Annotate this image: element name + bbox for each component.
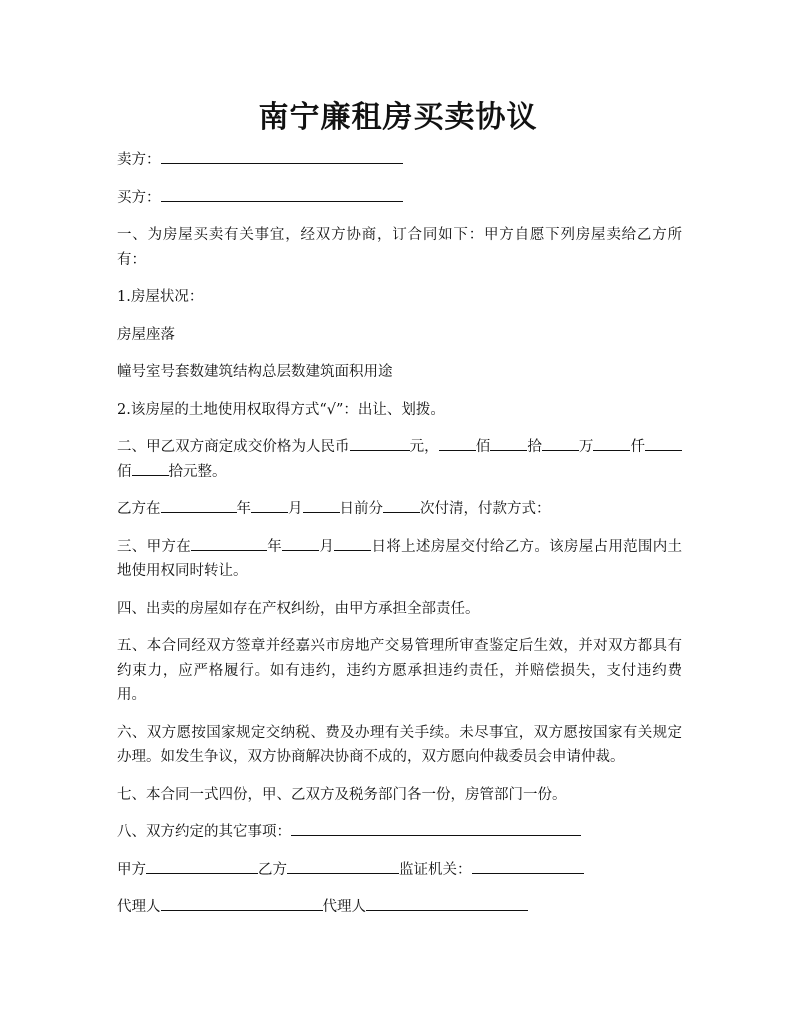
deliver-text-1: 三、甲方在: [117, 538, 191, 555]
other-blank[interactable]: [291, 823, 581, 836]
price-unit-bai-2: 佰: [117, 463, 132, 480]
agent-b-label: 代理人: [322, 899, 366, 915]
price-blank-5[interactable]: [645, 438, 682, 451]
clause-1: 一、为房屋买卖有关事宜，经双方协商，订合同如下：甲方自愿下列房屋卖给乙方所有：: [117, 227, 682, 268]
price-blank-1[interactable]: [439, 438, 476, 451]
pay-day-blank[interactable]: [303, 500, 340, 513]
pay-year-label: 年: [236, 501, 251, 517]
pay-year-blank[interactable]: [161, 500, 237, 513]
seller-line: [117, 148, 682, 173]
pay-text-1: 乙方在: [117, 501, 161, 517]
price-unit-yuan: 元，: [409, 439, 439, 455]
deliver-text-2: 日将上述房屋交付给乙方。该房屋占用范围内土地使用权同时转让。: [117, 538, 683, 579]
other-label: 八、双方约定的其它事项：: [117, 824, 291, 840]
clause-8-other: [117, 820, 682, 845]
clause-7: 七、本合同一式四份，甲、乙双方及税务部门各一份，房管部门一份。: [117, 786, 567, 803]
agent-a-blank[interactable]: [161, 898, 323, 911]
pay-month-label: 月: [288, 501, 303, 517]
clause-6: 六、双方愿按国家规定交纳税、费及办理有关手续。未尽事宜，双方愿按国家有关规定办理。如发生争议，双方协商解决协商不成的，双方愿向仲裁委员会申请仲裁。: [117, 724, 682, 765]
clause-4: 四、出卖的房屋如存在产权纠纷，由甲方承担全部责任。: [117, 600, 480, 617]
clause-5: 五、本合同经双方签章并经嘉兴市房地产交易管理所审查鉴定后生效，并对双方都具有约束力，应严格履行。如有违约，违约方愿承担违约责任，并赔偿损失，支付违约费用。: [117, 638, 682, 703]
agent-line: [117, 895, 682, 920]
agent-a-label: 代理人: [117, 899, 161, 915]
price-unit-bai: 佰: [475, 439, 491, 455]
price-unit-shi: 拾: [527, 439, 542, 455]
supervisor-label: 监证机关：: [399, 861, 472, 878]
property-details: 幢号室号套数建筑结构总层数建筑面积用途: [117, 364, 393, 380]
price-amount-blank[interactable]: [350, 438, 410, 451]
party-b-blank[interactable]: [287, 861, 399, 874]
deliver-month-label: 月: [319, 538, 335, 555]
price-unit-qian: 仟: [630, 439, 646, 455]
price-blank-4[interactable]: [593, 438, 630, 451]
signature-line: [117, 858, 682, 883]
buyer-blank[interactable]: [161, 189, 403, 202]
deliver-year-label: 年: [267, 538, 283, 555]
price-blank-3[interactable]: [542, 438, 579, 451]
document-body: [117, 148, 682, 933]
seller-blank[interactable]: [161, 151, 403, 164]
party-a-label: 甲方: [117, 861, 146, 878]
clause-3-delivery: [117, 535, 682, 584]
agent-b-blank[interactable]: [366, 898, 528, 911]
property-location: 房屋座落: [117, 326, 175, 343]
deliver-day-blank[interactable]: [334, 538, 371, 551]
price-unit-wan: 万: [578, 439, 594, 455]
deliver-year-blank[interactable]: [191, 538, 267, 551]
price-blank-6[interactable]: [132, 463, 169, 476]
deliver-month-blank[interactable]: [282, 538, 319, 551]
party-b-label: 乙方: [258, 861, 287, 878]
pay-times-blank[interactable]: [383, 500, 420, 513]
buyer-line: [117, 186, 682, 211]
property-status-heading: 1.房屋状况：: [117, 289, 204, 305]
price-blank-2[interactable]: [490, 438, 527, 451]
price-text: 二、甲乙双方商定成交价格为人民币: [117, 439, 350, 455]
document-title: 南宁廉租房买卖协议: [258, 100, 538, 135]
pay-day-label: 日前分: [339, 501, 383, 517]
party-a-blank[interactable]: [146, 861, 258, 874]
clause-2-price: [117, 435, 682, 484]
payment-terms: [117, 497, 682, 522]
pay-method-label: 次付清，付款方式：: [420, 501, 551, 517]
pay-month-blank[interactable]: [251, 500, 288, 513]
land-use-right: 2.该房屋的土地使用权取得方式“√”：出让、划拨。: [117, 401, 445, 418]
supervisor-blank[interactable]: [472, 861, 584, 874]
buyer-label: 买方：: [117, 189, 161, 206]
seller-label: 卖方：: [117, 152, 161, 168]
price-unit-end: 拾元整。: [168, 463, 227, 480]
